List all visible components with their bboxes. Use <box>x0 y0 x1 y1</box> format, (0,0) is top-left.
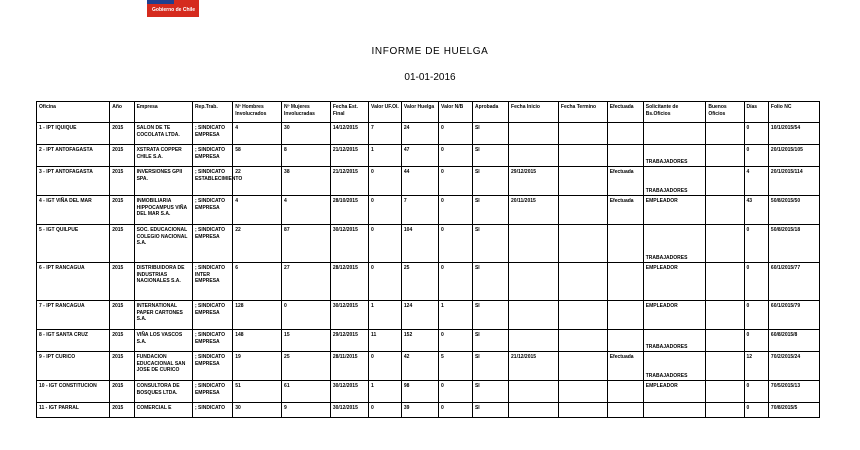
table-cell: 2 - IPT ANTOFAGASTA <box>37 145 110 167</box>
table-cell: INVERSIONES GPII SPA. <box>134 167 192 196</box>
table-cell: 70/5/2015/13 <box>768 381 819 403</box>
table-cell: 0 <box>744 381 768 403</box>
table-cell <box>643 403 706 418</box>
table-cell: 60/8/2015/8 <box>768 330 819 352</box>
table-row <box>37 145 820 167</box>
table-cell: 19 <box>233 352 282 381</box>
table-cell <box>706 263 744 301</box>
table-row <box>37 263 820 301</box>
table-cell: 0 <box>439 263 473 301</box>
column-header: Valor Huelga <box>401 102 438 123</box>
table-cell: 2015 <box>110 381 134 403</box>
table-cell: 0 <box>439 196 473 225</box>
table-cell <box>509 381 559 403</box>
table-cell: 0 <box>744 263 768 301</box>
table-cell <box>558 403 607 418</box>
table-cell: ; SINDICATO EMPRESA <box>192 301 232 330</box>
table-cell: 0 <box>369 225 402 263</box>
table-cell: 15 <box>282 330 331 352</box>
table-cell: 29/12/2015 <box>330 330 368 352</box>
table-cell: 7 - IPT RANCAGUA <box>37 301 110 330</box>
table-body <box>37 123 820 418</box>
table-cell: SI <box>472 225 508 263</box>
table-cell: SI <box>472 352 508 381</box>
table-cell: 87 <box>282 225 331 263</box>
table-cell <box>607 145 643 167</box>
table-cell: 3 - IPT ANTOFAGASTA <box>37 167 110 196</box>
table-row <box>37 225 820 263</box>
table-cell: INMOBILIARIA HIPPOCAMPUS VIÑA DEL MAR S.A. <box>134 196 192 225</box>
table-cell <box>558 330 607 352</box>
table-cell: 60/1/2015/79 <box>768 301 819 330</box>
column-header: Buenos Oficios <box>706 102 744 123</box>
table-cell: ; SINDICATO EMPRESA <box>192 225 232 263</box>
table-cell: ; SINDICATO ESTABLECIMIENTO <box>192 167 232 196</box>
column-header: Solicitante de Bs.Oficios <box>643 102 706 123</box>
table-cell: 2015 <box>110 123 134 145</box>
table-cell: 20/1/2015/114 <box>768 167 819 196</box>
table-cell <box>706 403 744 418</box>
table-cell: 27 <box>282 263 331 301</box>
table-cell <box>509 301 559 330</box>
table-cell: ; SINDICATO EMPRESA <box>192 196 232 225</box>
table-cell: 30/12/2015 <box>330 381 368 403</box>
table-cell <box>558 225 607 263</box>
table-cell: 30/12/2015 <box>330 225 368 263</box>
table-cell: EMPLEADOR <box>643 196 706 225</box>
table-cell: 4 <box>233 196 282 225</box>
table-cell: 0 <box>439 381 473 403</box>
table-cell: Efectuada <box>607 352 643 381</box>
table-cell: 22 <box>233 167 282 196</box>
table-cell: ; SINDICATO EMPRESA <box>192 352 232 381</box>
table-cell: 25 <box>401 263 438 301</box>
table-cell: 0 <box>369 352 402 381</box>
table-cell: ; SINDICATO EMPRESA <box>192 381 232 403</box>
table-cell: 0 <box>439 167 473 196</box>
table-cell: SOC. EDUCACIONAL COLEGIO NACIONAL S.A. <box>134 225 192 263</box>
table-cell: TRABAJADORES <box>643 167 706 196</box>
table-cell: 5 <box>439 352 473 381</box>
table-cell: 7 <box>401 196 438 225</box>
table-cell <box>706 123 744 145</box>
table-cell <box>706 352 744 381</box>
table-cell: 0 <box>369 196 402 225</box>
report-title: INFORME DE HUELGA <box>371 46 489 57</box>
table-cell: 0 <box>744 301 768 330</box>
table-cell: FUNDACION EDUCACIONAL SAN JOSE DE CURICO <box>134 352 192 381</box>
column-header: Folio NC <box>768 102 819 123</box>
table-cell: 98 <box>401 381 438 403</box>
table-cell: DISTRIBUIDORA DE INDUSTRIAS NACIONALES S.A. <box>134 263 192 301</box>
table-cell <box>558 301 607 330</box>
table-cell <box>558 381 607 403</box>
table-cell <box>558 196 607 225</box>
table-cell: SI <box>472 403 508 418</box>
table-cell <box>558 123 607 145</box>
table-cell: 0 <box>744 123 768 145</box>
table-cell: 10 - IGT CONSTITUCION <box>37 381 110 403</box>
column-header: Valor UF.Ol. <box>369 102 402 123</box>
table-cell: 60/1/2015/77 <box>768 263 819 301</box>
table-cell <box>558 167 607 196</box>
table-cell: ; SINDICATO EMPRESA <box>192 123 232 145</box>
table-cell: INTERNATIONAL PAPER CARTONES S.A. <box>134 301 192 330</box>
table-cell: 1 <box>369 301 402 330</box>
table-cell: 0 <box>282 301 331 330</box>
table-cell <box>706 225 744 263</box>
table-row <box>37 330 820 352</box>
column-header: Nº Mujeres Involucradas <box>282 102 331 123</box>
table-cell <box>509 403 559 418</box>
table-cell: ; SINDICATO EMPRESA <box>192 145 232 167</box>
table-cell: 4 <box>744 167 768 196</box>
table-cell: 29/12/2015 <box>509 167 559 196</box>
table-cell: 0 <box>369 263 402 301</box>
table-cell: 124 <box>401 301 438 330</box>
table-cell: SI <box>472 167 508 196</box>
table-cell <box>643 123 706 145</box>
table-cell: 1 <box>439 301 473 330</box>
table-cell: SI <box>472 381 508 403</box>
table-cell: 2015 <box>110 330 134 352</box>
table-cell: 28/12/2015 <box>330 263 368 301</box>
table-row <box>37 123 820 145</box>
table-cell: 2015 <box>110 196 134 225</box>
column-header: Fecha Termino <box>558 102 607 123</box>
table-cell <box>706 196 744 225</box>
table-cell: 7 <box>369 123 402 145</box>
table-cell: TRABAJADORES <box>643 225 706 263</box>
table-cell: Efectuada <box>607 196 643 225</box>
table-cell: 4 <box>233 123 282 145</box>
table-cell: 9 <box>282 403 331 418</box>
table-cell: 0 <box>439 123 473 145</box>
table-cell: 2015 <box>110 145 134 167</box>
table-cell <box>706 381 744 403</box>
table-cell: 2015 <box>110 301 134 330</box>
table-cell: 44 <box>401 167 438 196</box>
table-cell: 51 <box>233 381 282 403</box>
table-cell: 2015 <box>110 167 134 196</box>
column-header: Año <box>110 102 134 123</box>
table-cell: EMPLEADOR <box>643 263 706 301</box>
table-cell: 25 <box>282 352 331 381</box>
table-cell: 24 <box>401 123 438 145</box>
table-cell: 21/12/2015 <box>330 145 368 167</box>
report-date: 01-01-2016 <box>404 72 456 83</box>
column-header: Efectuada <box>607 102 643 123</box>
table-cell <box>706 145 744 167</box>
table-cell: 20/11/2015 <box>509 196 559 225</box>
table-cell <box>607 330 643 352</box>
table-cell: 61 <box>282 381 331 403</box>
table-cell: 0 <box>439 403 473 418</box>
table-cell: 50/8/2015/50 <box>768 196 819 225</box>
table-cell: 4 <box>282 196 331 225</box>
table-cell: 2015 <box>110 403 134 418</box>
column-header: Fecha Inicio <box>509 102 559 123</box>
table-cell: 21/12/2015 <box>330 167 368 196</box>
table-cell <box>607 301 643 330</box>
table-cell <box>558 263 607 301</box>
column-header: Rep.Trab. <box>192 102 232 123</box>
table-cell: ; SINDICATO EMPRESA <box>192 330 232 352</box>
table-row <box>37 352 820 381</box>
table-cell: 30 <box>233 403 282 418</box>
table-cell: VIÑA LOS VASCOS S.A. <box>134 330 192 352</box>
column-header: Oficina <box>37 102 110 123</box>
table-cell: 0 <box>744 403 768 418</box>
table-cell: SALON DE TE COCOLATA LTDA. <box>134 123 192 145</box>
logo-text: Gobierno de Chile <box>152 7 196 13</box>
table-cell: SI <box>472 330 508 352</box>
table-cell: 128 <box>233 301 282 330</box>
table-cell: 50/8/2015/18 <box>768 225 819 263</box>
table-cell: TRABAJADORES <box>643 330 706 352</box>
table-cell <box>607 263 643 301</box>
table-cell: TRABAJADORES <box>643 352 706 381</box>
table-cell: 38 <box>282 167 331 196</box>
table-cell: 10/1/2015/54 <box>768 123 819 145</box>
table-cell: 152 <box>401 330 438 352</box>
table-cell: EMPLEADOR <box>643 381 706 403</box>
table-cell <box>706 301 744 330</box>
table-cell: Efectuada <box>607 167 643 196</box>
table-cell <box>509 263 559 301</box>
table-cell <box>509 145 559 167</box>
table-cell: 30/12/2015 <box>330 301 368 330</box>
table-cell: SI <box>472 145 508 167</box>
table-cell: 39 <box>401 403 438 418</box>
column-header: Valor N/B <box>439 102 473 123</box>
table-cell <box>706 167 744 196</box>
table-cell: 11 <box>369 330 402 352</box>
table-cell: 2015 <box>110 352 134 381</box>
table-cell <box>607 381 643 403</box>
table-cell: 0 <box>744 330 768 352</box>
table-cell: 11 - IGT PARRAL <box>37 403 110 418</box>
table-cell <box>509 225 559 263</box>
table-cell: 0 <box>744 225 768 263</box>
column-header: Empresa <box>134 102 192 123</box>
table-cell: 6 - IPT RANCAGUA <box>37 263 110 301</box>
table-cell <box>607 403 643 418</box>
table-cell: 28/11/2015 <box>330 352 368 381</box>
table-cell: 2015 <box>110 225 134 263</box>
table-cell: 8 - IGT SANTA CRUZ <box>37 330 110 352</box>
table-cell: 14/12/2015 <box>330 123 368 145</box>
table-cell: 70/8/2015/5 <box>768 403 819 418</box>
table-cell: 4 - IGT VIÑA DEL MAR <box>37 196 110 225</box>
table-cell: 1 - IPT IQUIQUE <box>37 123 110 145</box>
table-cell: 30 <box>282 123 331 145</box>
table-cell: 42 <box>401 352 438 381</box>
table-cell: SI <box>472 196 508 225</box>
table-cell: 0 <box>439 225 473 263</box>
table-cell <box>509 123 559 145</box>
table-cell: 70/2/2015/24 <box>768 352 819 381</box>
table-header-row <box>37 102 820 123</box>
column-header: Días <box>744 102 768 123</box>
table-cell: 2015 <box>110 263 134 301</box>
table-row <box>37 301 820 330</box>
table-cell: 6 <box>233 263 282 301</box>
table-cell: COMERCIAL E <box>134 403 192 418</box>
table-cell: 1 <box>369 381 402 403</box>
table-row <box>37 196 820 225</box>
table-cell: 0 <box>369 167 402 196</box>
table-cell: 30/12/2015 <box>330 403 368 418</box>
table-cell <box>558 145 607 167</box>
table-cell: 148 <box>233 330 282 352</box>
table-cell: ; SINDICATO <box>192 403 232 418</box>
table-cell: 22 <box>233 225 282 263</box>
table-cell: 1 <box>369 145 402 167</box>
table-cell <box>509 330 559 352</box>
table-cell: 47 <box>401 145 438 167</box>
table-row <box>37 381 820 403</box>
table-cell: SI <box>472 263 508 301</box>
strike-report-table <box>36 101 820 418</box>
table-cell: CONSULTORA DE BOSQUES LTDA. <box>134 381 192 403</box>
table-cell: 12 <box>744 352 768 381</box>
table-cell <box>558 352 607 381</box>
table-cell: 104 <box>401 225 438 263</box>
table-cell: SI <box>472 123 508 145</box>
table-row <box>37 403 820 418</box>
table-cell: 21/12/2015 <box>509 352 559 381</box>
column-header: Aprobada <box>472 102 508 123</box>
table-cell: TRABAJADORES <box>643 145 706 167</box>
table-cell: SI <box>472 301 508 330</box>
table-cell: 9 - IPT CURICO <box>37 352 110 381</box>
table-cell: 0 <box>744 145 768 167</box>
table-row <box>37 167 820 196</box>
table-cell: EMPLEADOR <box>643 301 706 330</box>
table-cell: 43 <box>744 196 768 225</box>
table-cell: 8 <box>282 145 331 167</box>
table-cell <box>607 225 643 263</box>
table-cell <box>607 123 643 145</box>
table-cell: 0 <box>439 330 473 352</box>
table-cell <box>706 330 744 352</box>
column-header: Nº Hombres Involucrados <box>233 102 282 123</box>
table-cell: 0 <box>369 403 402 418</box>
table-cell: 5 - IGT QUILPUE <box>37 225 110 263</box>
table-cell: XSTRATA COPPER CHILE S.A. <box>134 145 192 167</box>
table-cell: 0 <box>439 145 473 167</box>
table-cell: 58 <box>233 145 282 167</box>
table-cell: ; SINDICATO INTER EMPRESA <box>192 263 232 301</box>
column-header: Fecha Est. Final <box>330 102 368 123</box>
table-cell: 20/1/2015/105 <box>768 145 819 167</box>
table-cell: 28/10/2015 <box>330 196 368 225</box>
